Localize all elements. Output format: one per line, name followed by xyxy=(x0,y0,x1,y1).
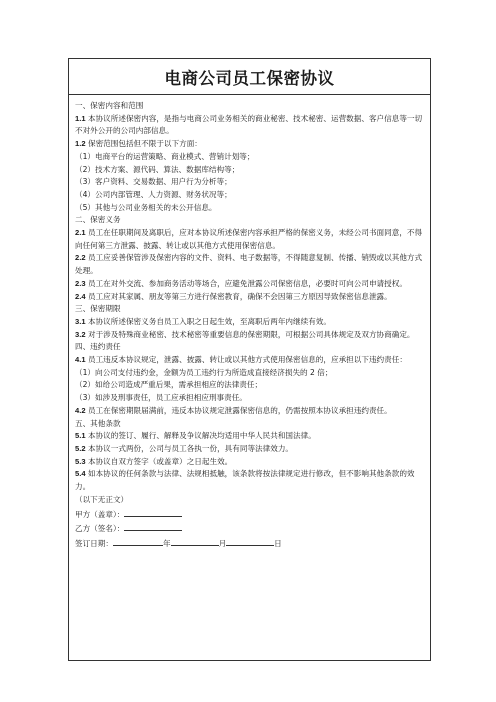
year-blank[interactable] xyxy=(113,536,163,546)
section-heading: 二、保密义务 xyxy=(75,215,121,225)
section-heading: 五、其他条款 xyxy=(75,418,121,428)
list-item: （4）公司内部管理、人力资源、财务状况等； xyxy=(75,189,232,199)
party-a-signature: 甲方（盖章）： xyxy=(75,507,424,522)
sign-date: 签订日期： 年 月 日 xyxy=(75,536,424,551)
clause: 1.2 保密范围包括但不限于以下方面： xyxy=(75,139,202,149)
list-item: （1）电商平台的运营策略、商业模式、营销计划等； xyxy=(75,151,255,161)
section-heading: 三、保密期限 xyxy=(75,304,121,314)
list-item: （1）向公司支付违约金，金额为员工违约行为所造成直接经济损失的 2 倍； xyxy=(75,367,333,377)
title-row xyxy=(69,59,430,95)
clause: 5.1 本协议的签订、履行、解释及争议解决均适用中华人民共和国法律。 xyxy=(75,431,316,441)
party-b-signature: 乙方（签名）： xyxy=(75,521,424,536)
party-b-blank[interactable] xyxy=(124,521,182,531)
page-title: 电商公司员工保密协议 xyxy=(164,68,335,88)
clause: 2.1 员工在任职期间及离职后，应对本协议所述保密内容承担严格的保密义务，未经公司书面同意，不得向任何第三方泄露、披露、转让或以其他方式使用保密信息。 xyxy=(75,228,423,250)
list-item: （2）技术方案、源代码、算法、数据库结构等； xyxy=(75,164,240,174)
section-heading: 四、违约责任 xyxy=(75,342,121,352)
list-item: （3）客户资料、交易数据、用户行为分析等； xyxy=(75,177,232,187)
clause: 3.1 本协议所述保密义务自员工入职之日起生效，至离职后两年内继续有效。 xyxy=(75,316,331,326)
party-a-blank[interactable] xyxy=(124,507,182,517)
month-blank[interactable] xyxy=(171,536,219,546)
clause: 5.3 本协议自双方签字（或盖章）之日起生效。 xyxy=(75,456,233,466)
clause: 5.2 本协议一式两份，公司与员工各执一份，具有同等法律效力。 xyxy=(75,443,294,453)
list-item: （5）其他与公司业务相关的未公开信息。 xyxy=(75,202,217,212)
list-item: （2）如给公司造成严重后果，需承担相应的法律责任； xyxy=(75,380,263,390)
list-item: （3）如涉及刑事责任，员工应承担相应刑事责任。 xyxy=(75,393,247,403)
clause: 2.2 员工应妥善保管涉及保密内容的文件、资料、电子数据等，不得随意复制、传播、销毁或以其他方式处理。 xyxy=(75,253,423,276)
clause: 2.4 员工应对其家属、朋友等第三方进行保密教育，确保不会因第三方原因导致保密信息泄露。 xyxy=(75,291,392,301)
document-frame xyxy=(68,58,431,661)
document-body xyxy=(75,100,424,551)
day-blank[interactable] xyxy=(226,536,274,546)
clause: 4.1 员工违反本协议规定，泄露、披露、转让或以其他方式使用保密信息的，应承担以下违约责任： xyxy=(75,355,407,365)
clause: 5.4 如本协议的任何条款与法律、法规相抵触，该条款将按法律规定进行修改，但不影响其他条款的效力。 xyxy=(75,469,415,492)
section-heading: 一、保密内容和范围 xyxy=(75,101,144,110)
clause: 3.2 对于涉及特殊商业秘密、技术秘密等重要信息的保密期限，可根据公司具体规定及双方协商确定。 xyxy=(75,329,415,339)
no-more-text: （以下无正文） xyxy=(75,494,129,504)
clause: 1.1 本协议所述保密内容，是指与电商公司业务相关的商业秘密、技术秘密、运营数据、客户信息等一切不对外公开的公司内部信息。 xyxy=(75,113,423,136)
clause: 2.3 员工在对外交流、参加商务活动等场合，应避免泄露公司保密信息，必要时可向公司申请授权。 xyxy=(75,278,407,288)
clause: 4.2 员工在保密期限届满前，违反本协议规定泄露保密信息的，仍需按照本协议承担违约责任。 xyxy=(75,405,392,415)
